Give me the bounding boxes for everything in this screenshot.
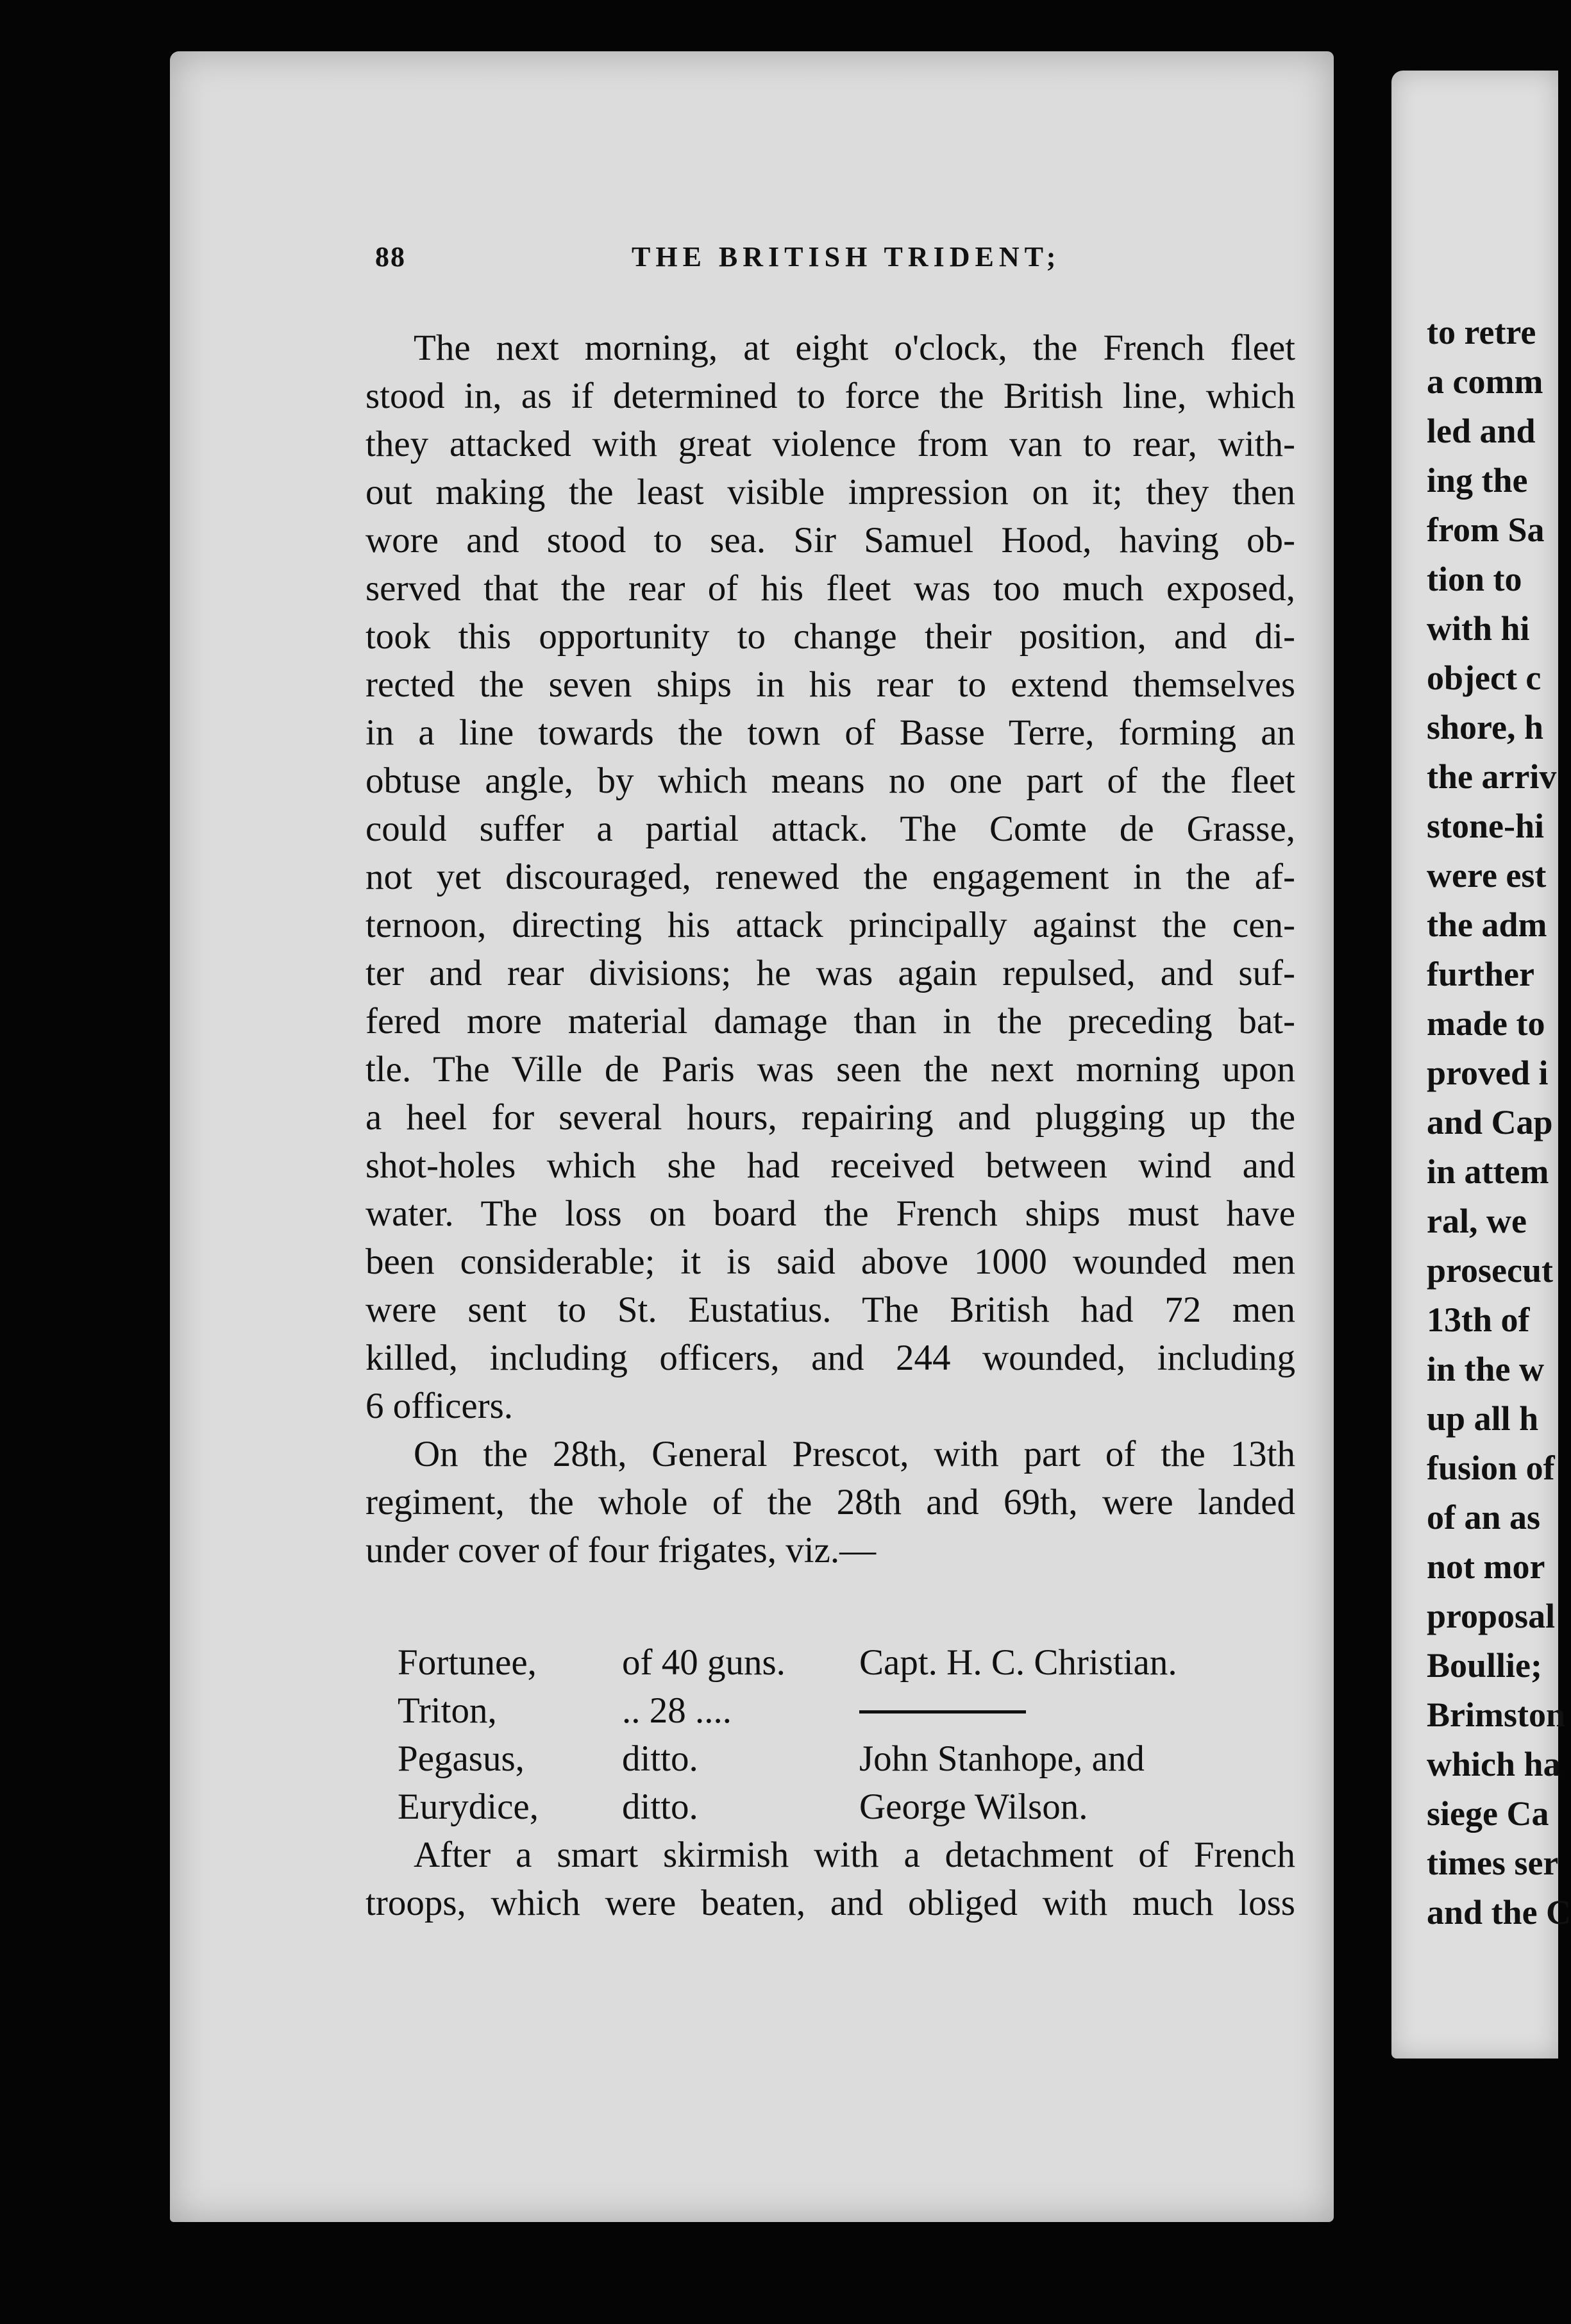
text-line: served that the rear of his fleet was too much exposed,	[365, 568, 1295, 609]
text-line: were sent to St. Eustatius. The British had 72 men	[365, 1290, 1295, 1330]
facing-text-line: the adm	[1427, 905, 1547, 944]
facing-text-line: stone-hi	[1427, 807, 1545, 845]
facing-text-line: made to	[1427, 1004, 1545, 1043]
text-line: out making the least visible impression on it; they then	[365, 472, 1295, 512]
facing-text-line: ral, we	[1427, 1202, 1527, 1240]
facing-text-line: proposal	[1427, 1597, 1556, 1635]
facing-text-line: fusion of	[1427, 1449, 1555, 1487]
frigate-row	[398, 1638, 1321, 1687]
facing-text-line: led and	[1427, 412, 1536, 450]
facing-text-line: proved i	[1427, 1054, 1549, 1092]
facing-text-line: from Sa	[1427, 510, 1545, 549]
facing-text-line: in attem	[1427, 1152, 1549, 1191]
page-number: 88	[375, 241, 406, 273]
text-line: shot-holes which she had received between wind and	[365, 1145, 1295, 1186]
body-text	[365, 324, 1295, 1574]
facing-text-line: Boullie;	[1427, 1646, 1543, 1685]
facing-text-line: ing the	[1427, 461, 1528, 500]
text-line: not yet discouraged, renewed the engagement in the af-	[365, 857, 1295, 897]
text-line: The next morning, at eight o'clock, the French fleet	[414, 328, 1295, 368]
facing-text-line: were est	[1427, 856, 1547, 895]
text-line: On the 28th, General Prescot, with part of the 13th	[414, 1434, 1295, 1474]
ship-name: Fortunee,	[398, 1642, 537, 1683]
facing-text-line: and Cap	[1427, 1103, 1553, 1141]
facing-text-line: not mor	[1427, 1547, 1545, 1586]
text-line: a heel for several hours, repairing and plugging up the	[365, 1097, 1295, 1138]
text-line: regiment, the whole of the 28th and 69th, were landed	[365, 1482, 1295, 1522]
text-line: 6 officers.	[365, 1386, 514, 1426]
facing-text-line: tion to	[1427, 560, 1522, 598]
facing-text-line: Brimston	[1427, 1696, 1565, 1734]
text-line: fered more material damage than in the preceding bat-	[365, 1001, 1295, 1041]
facing-page	[1391, 71, 1571, 2059]
facing-page-text	[1427, 308, 1571, 1937]
facing-text-line: a comm	[1427, 362, 1543, 401]
ship-guns: ditto.	[622, 1739, 698, 1779]
facing-text-line: up all h	[1427, 1399, 1539, 1438]
page-header-title: THE BRITISH TRIDENT;	[632, 241, 1061, 273]
text-line: tle. The Ville de Paris was seen the next morning upon	[365, 1049, 1295, 1090]
text-line: obtuse angle, by which means no one part of the fleet	[365, 761, 1295, 801]
text-line: under cover of four frigates, viz.—	[365, 1530, 877, 1570]
text-line: killed, including officers, and 244 wounded, including	[365, 1338, 1295, 1378]
facing-text-line: with hi	[1427, 609, 1530, 648]
facing-text-line: object c	[1427, 659, 1542, 697]
text-line: wore and stood to sea. Sir Samuel Hood, having ob-	[365, 520, 1295, 560]
text-line: took this opportunity to change their position, and di-	[365, 616, 1295, 657]
ship-guns: .. 28 ....	[622, 1690, 732, 1731]
facing-text-line: of an as	[1427, 1498, 1541, 1537]
ship-captain: George Wilson.	[859, 1787, 1088, 1827]
text-line: rected the seven ships in his rear to extend themselves	[365, 664, 1295, 705]
text-line: stood in, as if determined to force the British line, which	[365, 376, 1295, 416]
text-line: in a line towards the town of Basse Terre, forming an	[365, 712, 1295, 753]
facing-text-line: times ser	[1427, 1844, 1559, 1882]
ship-captain: John Stanhope, and	[859, 1739, 1145, 1779]
ship-guns: of 40 guns.	[622, 1642, 786, 1683]
facing-text-line: shore, h	[1427, 708, 1544, 746]
facing-text-line: siege Ca	[1427, 1794, 1549, 1833]
dash-rule	[859, 1710, 1026, 1714]
facing-text-line: prosecut	[1427, 1251, 1553, 1290]
text-line: they attacked with great violence from van to rear, with-	[365, 424, 1295, 464]
frigate-row	[398, 1735, 1321, 1783]
facing-text-line: which ha	[1427, 1745, 1561, 1783]
text-line: water. The loss on board the French ships must have	[365, 1193, 1295, 1234]
facing-text-line: further	[1427, 955, 1534, 993]
text-line: could suffer a partial attack. The Comte de Grasse,	[365, 809, 1295, 849]
facing-text-line: to retre	[1427, 313, 1536, 351]
facing-text-line: the arriv	[1427, 757, 1557, 796]
facing-text-line: 13th of	[1427, 1301, 1530, 1339]
frigate-row	[398, 1687, 1321, 1735]
text-line: ternoon, directing his attack principally against the cen-	[365, 905, 1295, 945]
frigate-list	[398, 1638, 1321, 1831]
text-line: ter and rear divisions; he was again repulsed, and suf-	[365, 953, 1295, 993]
running-head	[375, 240, 1305, 279]
ship-name: Pegasus,	[398, 1739, 525, 1779]
ship-name: Triton,	[398, 1690, 497, 1731]
facing-text-line: and the C	[1427, 1893, 1571, 1932]
captain-dash	[859, 1687, 1026, 1735]
ship-name: Eurydice,	[398, 1787, 539, 1827]
closing-paragraph	[365, 1831, 1295, 1927]
text-line: After a smart skirmish with a detachment of French	[414, 1835, 1295, 1875]
text-line: troops, which were beaten, and obliged with much loss	[365, 1883, 1295, 1923]
ship-captain: Capt. H. C. Christian.	[859, 1642, 1177, 1683]
ship-guns: ditto.	[622, 1787, 698, 1827]
facing-text-line: in the w	[1427, 1350, 1545, 1388]
frigate-row	[398, 1783, 1321, 1831]
text-line: been considerable; it is said above 1000 wounded men	[365, 1242, 1295, 1282]
